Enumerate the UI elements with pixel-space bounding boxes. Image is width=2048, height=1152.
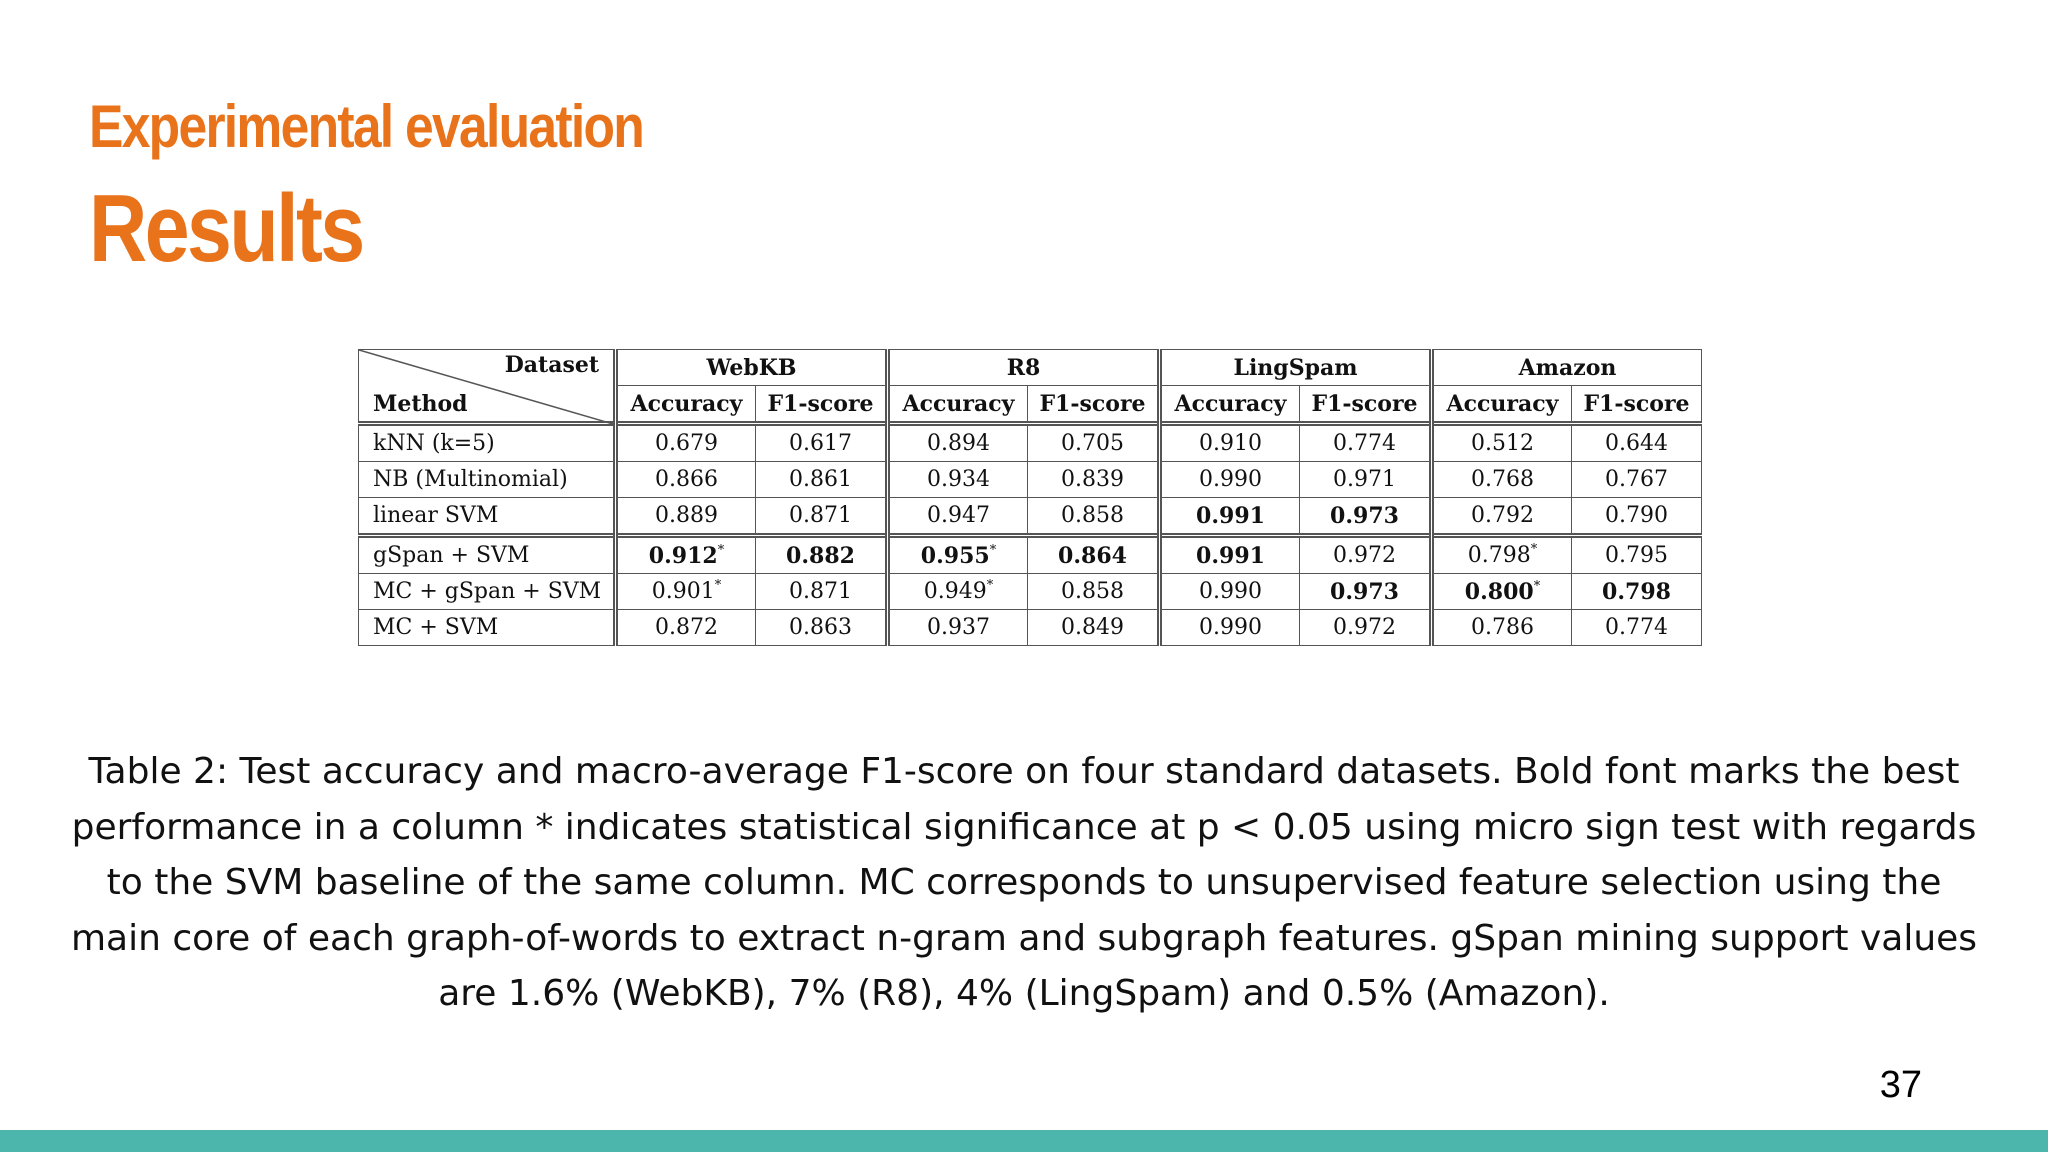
- cell-value: 0.786: [1471, 615, 1534, 640]
- value-cell: [616, 462, 756, 498]
- cell-value: 0.679: [655, 431, 718, 456]
- value-cell: [1572, 610, 1702, 646]
- cell-value: 0.798: [1467, 543, 1531, 568]
- metric-header-f1: F1-score: [1572, 386, 1702, 424]
- value-cell: [1432, 610, 1572, 646]
- dataset-header-r8: R8: [888, 350, 1160, 386]
- metric-header-accuracy: Accuracy: [888, 386, 1028, 424]
- cell-value: 0.839: [1061, 467, 1124, 492]
- cell-value: 0.705: [1061, 431, 1124, 456]
- cell-value: 0.767: [1605, 467, 1668, 492]
- dataset-header-lingspam: LingSpam: [1160, 350, 1432, 386]
- cell-value: 0.991: [1196, 542, 1265, 569]
- method-cell: MC + gSpan + SVM: [359, 574, 616, 610]
- cell-value: 0.792: [1471, 503, 1534, 528]
- table-corner-cell: [359, 350, 616, 424]
- metric-header-accuracy: Accuracy: [616, 386, 756, 424]
- cell-value: 0.990: [1199, 615, 1262, 640]
- value-cell: [1572, 462, 1702, 498]
- cell-value: 0.949: [923, 579, 987, 604]
- value-cell: [1160, 462, 1300, 498]
- cell-value: 0.901: [651, 579, 715, 604]
- cell-value: 0.866: [655, 467, 718, 492]
- cell-value: 0.800: [1464, 578, 1534, 605]
- metric-header-f1: F1-score: [1028, 386, 1160, 424]
- significance-star: *: [717, 542, 725, 558]
- table-row: [359, 424, 1702, 462]
- value-cell: [888, 424, 1028, 462]
- metric-header-accuracy: Accuracy: [1432, 386, 1572, 424]
- value-cell: [1432, 462, 1572, 498]
- value-cell: [1432, 498, 1572, 536]
- value-cell: [1572, 574, 1702, 610]
- metric-header-f1: F1-score: [756, 386, 888, 424]
- cell-value: 0.973: [1330, 502, 1399, 529]
- page-number: 37: [1879, 1064, 1922, 1106]
- cell-value: 0.872: [655, 615, 718, 640]
- value-cell: [1300, 574, 1432, 610]
- slide-title: Results: [89, 175, 363, 282]
- table-caption: Table 2: Test accuracy and macro-average F1-score on four standard datasets. Bold font marks the best performance in a column * indicates statistical significance at p < 0.05 using micro sign test with regards to the SVM baseline of the same column. MC corresponds to unsupervised feature selection using the main core of each graph-of-words to extract n-gram and subgraph features. gSpan mining support values are 1.6% (WebKB), 7% (R8), 4% (LingSpam) and 0.5% (Amazon).: [70, 751, 1978, 1014]
- corner-dataset-label: Dataset: [504, 352, 599, 378]
- table-row: [359, 536, 1702, 574]
- value-cell: [1300, 536, 1432, 574]
- table-header-row-datasets: [359, 350, 1702, 386]
- significance-star: *: [1530, 542, 1538, 557]
- value-cell: [756, 536, 888, 574]
- value-cell: [1028, 536, 1160, 574]
- value-cell: [1160, 536, 1300, 574]
- method-cell: NB (Multinomial): [359, 462, 616, 498]
- value-cell: [616, 610, 756, 646]
- cell-value: 0.774: [1333, 431, 1396, 456]
- dataset-header-amazon: Amazon: [1432, 350, 1702, 386]
- dataset-header-webkb: WebKB: [616, 350, 888, 386]
- significance-star: *: [989, 542, 997, 558]
- table-body: [359, 424, 1702, 646]
- value-cell: [1432, 536, 1572, 574]
- cell-value: 0.972: [1333, 543, 1396, 568]
- value-cell: [1160, 574, 1300, 610]
- value-cell: [756, 424, 888, 462]
- cell-value: 0.644: [1605, 431, 1668, 456]
- value-cell: [756, 498, 888, 536]
- value-cell: [888, 536, 1028, 574]
- value-cell: [1028, 610, 1160, 646]
- value-cell: [1028, 462, 1160, 498]
- value-cell: [1160, 424, 1300, 462]
- value-cell: [888, 462, 1028, 498]
- significance-star: *: [714, 578, 722, 593]
- value-cell: [888, 610, 1028, 646]
- value-cell: [1572, 498, 1702, 536]
- cell-value: 0.894: [927, 431, 990, 456]
- method-cell: gSpan + SVM: [359, 536, 616, 574]
- value-cell: [1028, 574, 1160, 610]
- cell-value: 0.617: [789, 431, 852, 456]
- cell-value: 0.955: [920, 542, 990, 569]
- value-cell: [1432, 574, 1572, 610]
- cell-value: 0.858: [1061, 579, 1124, 604]
- value-cell: [1572, 536, 1702, 574]
- slide-subtitle: Experimental evaluation: [89, 93, 644, 160]
- cell-value: 0.861: [789, 467, 852, 492]
- cell-value: 0.889: [655, 503, 718, 528]
- cell-value: 0.971: [1333, 467, 1396, 492]
- cell-value: 0.882: [786, 542, 855, 569]
- value-cell: [616, 574, 756, 610]
- cell-value: 0.863: [789, 615, 852, 640]
- bottom-accent-bar: [0, 1130, 2048, 1152]
- cell-value: 0.912: [648, 542, 718, 569]
- value-cell: [616, 424, 756, 462]
- value-cell: [756, 574, 888, 610]
- value-cell: [1028, 498, 1160, 536]
- cell-value: 0.871: [789, 503, 852, 528]
- value-cell: [1028, 424, 1160, 462]
- results-table: [358, 349, 1702, 646]
- value-cell: [1300, 498, 1432, 536]
- value-cell: [888, 574, 1028, 610]
- significance-star: *: [1533, 578, 1541, 594]
- value-cell: [1300, 610, 1432, 646]
- value-cell: [1300, 462, 1432, 498]
- value-cell: [1160, 498, 1300, 536]
- cell-value: 0.512: [1471, 431, 1534, 456]
- cell-value: 0.849: [1061, 615, 1124, 640]
- cell-value: 0.795: [1605, 543, 1668, 568]
- cell-value: 0.774: [1605, 615, 1668, 640]
- table-row: [359, 610, 1702, 646]
- value-cell: [756, 462, 888, 498]
- cell-value: 0.864: [1058, 542, 1127, 569]
- cell-value: 0.991: [1196, 502, 1265, 529]
- results-table-container: [358, 349, 1702, 646]
- cell-value: 0.990: [1199, 579, 1262, 604]
- value-cell: [756, 610, 888, 646]
- cell-value: 0.973: [1330, 578, 1399, 605]
- cell-value: 0.937: [927, 615, 990, 640]
- metric-header-accuracy: Accuracy: [1160, 386, 1300, 424]
- table-row: [359, 462, 1702, 498]
- cell-value: 0.858: [1061, 503, 1124, 528]
- value-cell: [1160, 610, 1300, 646]
- significance-star: *: [986, 578, 994, 593]
- value-cell: [888, 498, 1028, 536]
- cell-value: 0.798: [1602, 578, 1671, 605]
- metric-header-f1: F1-score: [1300, 386, 1432, 424]
- table-row: [359, 574, 1702, 610]
- cell-value: 0.990: [1199, 467, 1262, 492]
- method-cell: linear SVM: [359, 498, 616, 536]
- value-cell: [1432, 424, 1572, 462]
- cell-value: 0.972: [1333, 615, 1396, 640]
- cell-value: 0.790: [1605, 503, 1668, 528]
- cell-value: 0.910: [1199, 431, 1262, 456]
- value-cell: [1572, 424, 1702, 462]
- corner-method-label: Method: [373, 391, 468, 417]
- cell-value: 0.947: [927, 503, 990, 528]
- method-cell: kNN (k=5): [359, 424, 616, 462]
- value-cell: [616, 536, 756, 574]
- cell-value: 0.871: [789, 579, 852, 604]
- cell-value: 0.768: [1471, 467, 1534, 492]
- table-row: [359, 498, 1702, 536]
- value-cell: [616, 498, 756, 536]
- method-cell: MC + SVM: [359, 610, 616, 646]
- cell-value: 0.934: [927, 467, 990, 492]
- value-cell: [1300, 424, 1432, 462]
